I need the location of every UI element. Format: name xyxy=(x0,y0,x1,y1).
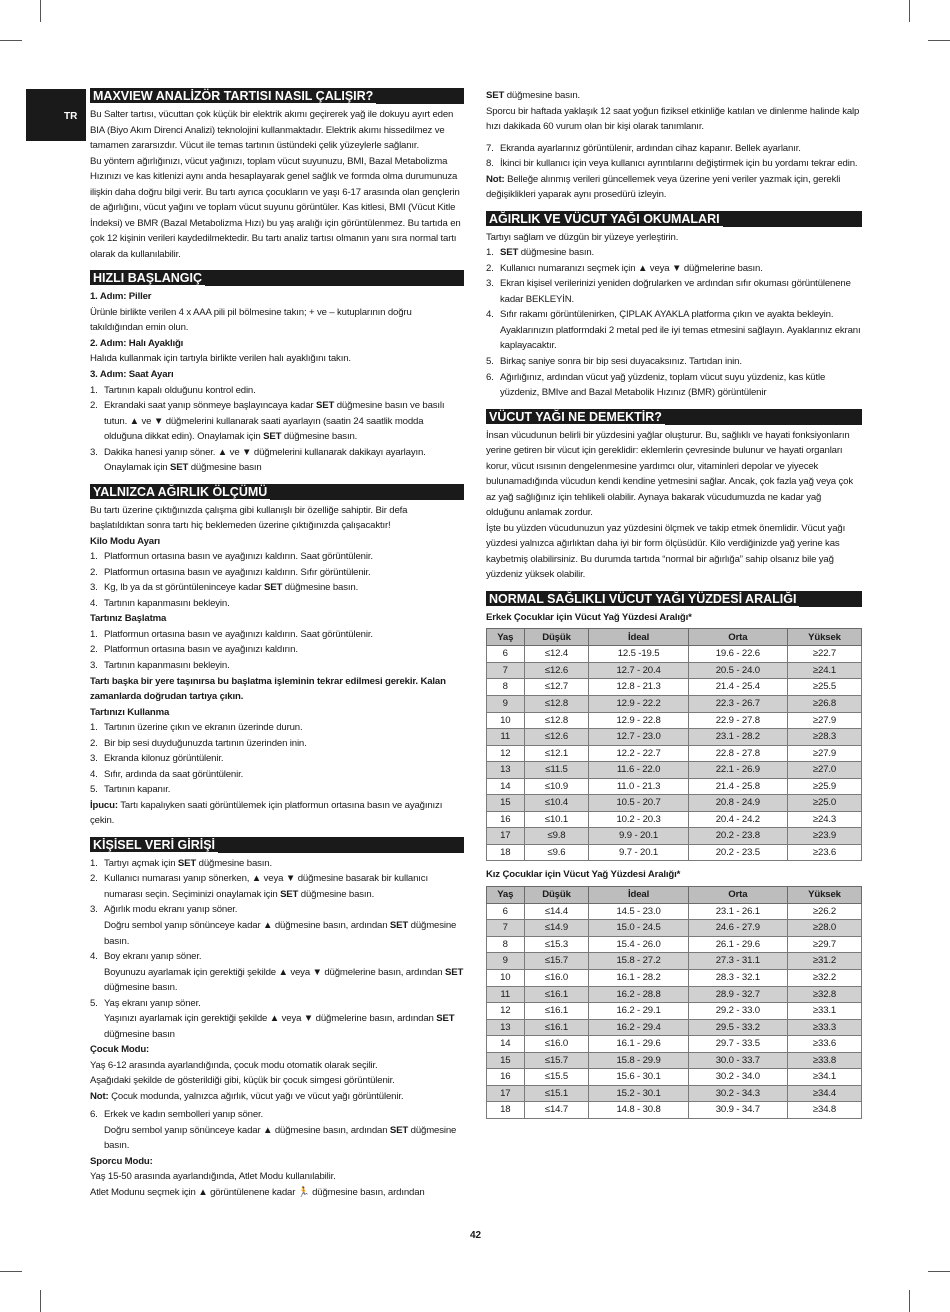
table-cell: ≤14.4 xyxy=(524,903,589,920)
paragraph: Bu tartı üzerine çıktığınızda çalışma gibi kullanışlı bir özelliğe sahiptir. Bir defa başlatıldıktan sonra tartı hiç beklemeden üzerine çıktığınızda çalışacaktır! xyxy=(90,504,408,532)
table-header-cell: Yüksek xyxy=(788,629,862,646)
table-cell: 28.9 - 32.7 xyxy=(688,986,787,1003)
subheading: Sporcu Modu: xyxy=(90,1155,153,1167)
table-cell: 14.8 - 30.8 xyxy=(589,1102,688,1119)
paragraph: Tartıyı sağlam ve düzgün bir yüzeye yerleştirin. xyxy=(486,231,679,243)
table-cell: 20.2 - 23.5 xyxy=(688,844,787,861)
table-cell: 11.6 - 22.0 xyxy=(589,762,688,779)
list-item: 6. Ağırlığınız, ardından vücut yağ yüzdeniz, toplam vücut suyu yüzdeniz, kas kütle yüzdeniz, BMIve and Bazal Metabolik Hızınız (BMR) görüntülenir xyxy=(486,371,826,399)
subheading: 2. Adım: Halı Ayaklığı xyxy=(90,337,184,349)
list-item: 4. Sıfır, ardında da saat görüntülenir. xyxy=(90,768,244,780)
table-cell: ≤14.9 xyxy=(524,920,589,937)
table-row xyxy=(487,662,862,679)
subheading: 1. Adım: Piller xyxy=(90,291,152,303)
table-cell: 13 xyxy=(487,762,525,779)
table-cell: 12.7 - 20.4 xyxy=(589,662,688,679)
table-cell: ≥25.0 xyxy=(788,795,862,812)
table-cell: ≥22.7 xyxy=(788,646,862,663)
table-header-cell: İdeal xyxy=(589,886,688,903)
table-title: Erkek Çocuklar için Vücut Yağ Yüzdesi Aralığı* xyxy=(486,611,692,623)
table-header-cell: İdeal xyxy=(589,629,688,646)
list-item: 1. Platformun ortasına basın ve ayağınızı kaldırın. Saat görüntülenir. xyxy=(90,628,373,640)
list-item: 2. Platformun ortasına basın ve ayağınızı kaldırın. Sıfır görüntülenir. xyxy=(90,566,371,578)
table-cell: 29.5 - 33.2 xyxy=(688,1019,787,1036)
list-item: 4. Sıfır rakamı görüntülenirken, ÇIPLAK AYAKLA platforma çıkın ve ayakta bekleyin. Ayaklarınızın platformdaki 2 metal ped ile iyi temas etmesini sağlayın. Ayaklarınız ekranı kaplayacaktır. xyxy=(486,309,861,352)
paragraph: İşte bu yüzden vücudunuzun yaz yüzdesini ölçmek ve takip etmek önemlidir. Vücut yağı yüzdesi yalnızca ağırlıktan daha iyi bir form ölçüsüdür. Kilo verdiğinizde yağ yerine kas kaybetmiş olabilirsiniz. Bu durumda tartıda “normal bir ağırlığa” sahip olsanız bile yağ yüzdeniz yüksek olabilir. xyxy=(486,522,846,581)
table-header-cell: Düşük xyxy=(524,886,589,903)
list-item: 2. Platformun ortasına basın ve ayağınızı kaldırın. xyxy=(90,644,298,656)
list-item: 2. Kullanıcı numarası yanıp sönerken, ▲ veya ▼ düğmesine basarak bir kullanıcı numarası seçin. Seçiminizi onaylamak için SET düğmesine basın. xyxy=(90,873,428,900)
table-header-cell: Yaş xyxy=(487,629,525,646)
table-cell: 18 xyxy=(487,1102,525,1119)
table-cell: ≥29.7 xyxy=(788,936,862,953)
table-cell: 15 xyxy=(487,795,525,812)
table-cell: 7 xyxy=(487,662,525,679)
table-cell: ≥27.9 xyxy=(788,712,862,729)
paragraph: Bu yöntem ağırlığınızı, vücut yağınızı, toplam vücut suyunuzu, BMI, Bazal Metabolizma Hızınızı ve kas kitlenizi aynı anda hesaplayarak genel sağlık ve formda olma durumunuza ilişkin daha doğru bilgi verir. Bu tartı ayrıca çocukların ve yaşı 6-17 arasında olan gençlerin de ağırlığını, vücut yağını ve toplam vücut suyunu görüntüler. Kas kitlesi, BMI (Vücut Kitle İndeksi) ve BMR (Bazal Metabolizma Hızı) bu yaş aralığı için görüntülenmez. Bu tartıda en çok 12 kişinin verileri kaydedilmektedir. Bu tartı analiz tartısı olmanın yanı sıra normal tartı olarak da kullanılabilir. xyxy=(90,155,461,260)
table-cell: 21.4 - 25.8 xyxy=(688,778,787,795)
table-cell: ≤15.1 xyxy=(524,1085,589,1102)
list-item: 6. Erkek ve kadın sembolleri yanıp söner. Doğru sembol yanıp sönünceye kadar ▲ düğmesine basın, ardından SET düğmesine basın. xyxy=(90,1109,457,1152)
crop-mark xyxy=(40,0,41,22)
table-cell: 15.8 - 29.9 xyxy=(589,1052,688,1069)
table-cell: ≥28.3 xyxy=(788,729,862,746)
table-row xyxy=(487,844,862,861)
table-cell: ≥33.8 xyxy=(788,1052,862,1069)
table-cell: ≤9.8 xyxy=(524,828,589,845)
section-header: KİŞİSEL VERİ GİRİŞİ xyxy=(90,837,464,853)
right-column xyxy=(486,88,862,1119)
table-cell: ≥34.4 xyxy=(788,1085,862,1102)
subheading: Tartınızı Kullanma xyxy=(90,706,170,718)
table-cell: 20.8 - 24.9 xyxy=(688,795,787,812)
table-cell: 11 xyxy=(487,729,525,746)
table-title: Kız Çocuklar için Vücut Yağ Yüzdesi Aralığı* xyxy=(486,869,681,881)
paragraph: Yaş 6-12 arasında ayarlandığında, çocuk modu otomatik olarak seçilir. xyxy=(90,1059,378,1071)
paragraph: SET düğmesine basın. xyxy=(486,90,581,101)
warning-text: Tartı başka bir yere taşınırsa bu başlatma işleminin tekrar edilmesi gerekir. Kalan zamanlarda doğrudan tartıya çıkın. xyxy=(90,675,446,703)
subheading: Kilo Modu Ayarı xyxy=(90,535,161,547)
table-cell: 12 xyxy=(487,1003,525,1020)
table-cell: ≤14.7 xyxy=(524,1102,589,1119)
table-cell: ≤10.1 xyxy=(524,811,589,828)
table-header-cell: Düşük xyxy=(524,629,589,646)
table-cell: 10.5 - 20.7 xyxy=(589,795,688,812)
table-cell: 15.8 - 27.2 xyxy=(589,953,688,970)
page-number: 42 xyxy=(470,1230,482,1241)
table-cell: 12.5 -19.5 xyxy=(589,646,688,663)
table-cell: 23.1 - 28.2 xyxy=(688,729,787,746)
list-item: 2. Ekrandaki saat yanıp sönmeye başlayıncaya kadar SET düğmesine basın ve basılı tutun. ▲ ve ▼ düğmelerini kullanarak saati ayarlayın (saatin 24 saatlik modda olduğuna dikkat edin). Onaylamak için SET düğmesine basın. xyxy=(90,400,445,443)
subheading: Tartınız Başlatma xyxy=(90,613,167,625)
left-column xyxy=(90,88,464,1201)
table-cell: 29.7 - 33.5 xyxy=(688,1036,787,1053)
table-cell: 29.2 - 33.0 xyxy=(688,1003,787,1020)
table-row xyxy=(487,729,862,746)
paragraph: Aşağıdaki şekilde de gösterildiği gibi, küçük bir çocuk simgesi görüntülenir. xyxy=(90,1075,395,1087)
table-row xyxy=(487,1003,862,1020)
table-cell: ≥26.2 xyxy=(788,903,862,920)
table-cell: 16 xyxy=(487,1069,525,1086)
girls-body-fat-table xyxy=(486,886,862,1119)
table-cell: 10 xyxy=(487,712,525,729)
table-cell: 30.2 - 34.0 xyxy=(688,1069,787,1086)
table-cell: 16.2 - 29.1 xyxy=(589,1003,688,1020)
table-cell: 15 xyxy=(487,1052,525,1069)
table-cell: 27.3 - 31.1 xyxy=(688,953,787,970)
table-cell: 14 xyxy=(487,778,525,795)
table-cell: ≥26.8 xyxy=(788,696,862,713)
table-cell: ≤16.0 xyxy=(524,1036,589,1053)
table-cell: 9 xyxy=(487,696,525,713)
table-cell: 18 xyxy=(487,844,525,861)
list-item: 4. Tartının kapanmasını bekleyin. xyxy=(90,597,230,609)
table-cell: 15.2 - 30.1 xyxy=(589,1085,688,1102)
table-cell: 15.4 - 26.0 xyxy=(589,936,688,953)
table-row xyxy=(487,1085,862,1102)
list-item: 8. İkinci bir kullanıcı için veya kullanıcı ayrıntılarını değiştirmek için bu yordamı tekrar edin. xyxy=(486,158,858,170)
table-cell: 12.9 - 22.2 xyxy=(589,696,688,713)
table-cell: ≥25.9 xyxy=(788,778,862,795)
table-cell: ≤12.7 xyxy=(524,679,589,696)
section-header: AĞIRLIK VE VÜCUT YAĞI OKUMALARI xyxy=(486,211,862,227)
table-row xyxy=(487,646,862,663)
list-item: 3. Tartının kapanmasını bekleyin. xyxy=(90,660,230,671)
table-cell: 12 xyxy=(487,745,525,762)
table-cell: ≥34.1 xyxy=(788,1069,862,1086)
table-cell: 17 xyxy=(487,1085,525,1102)
table-cell: 11 xyxy=(487,986,525,1003)
table-cell: ≤12.4 xyxy=(524,646,589,663)
list-item: 1. Tartıyı açmak için SET düğmesine basın. xyxy=(90,857,272,869)
table-cell: 6 xyxy=(487,646,525,663)
table-row xyxy=(487,795,862,812)
table-row xyxy=(487,696,862,713)
subheading: 3. Adım: Saat Ayarı xyxy=(90,368,174,380)
table-row xyxy=(487,745,862,762)
table-cell: 10 xyxy=(487,969,525,986)
table-cell: ≤15.5 xyxy=(524,1069,589,1086)
table-cell: ≥23.6 xyxy=(788,844,862,861)
table-cell: 16.2 - 28.8 xyxy=(589,986,688,1003)
list-item: 5. Tartının kapanır. xyxy=(90,784,171,796)
note-text: Not: Çocuk modunda, yalnızca ağırlık, vücut yağı ve vücut yağı görüntülenir. xyxy=(90,1090,404,1102)
crop-mark xyxy=(40,1290,41,1312)
section-header: VÜCUT YAĞI NE DEMEKTİR? xyxy=(486,409,862,425)
table-cell: 8 xyxy=(487,936,525,953)
table-cell: ≥34.8 xyxy=(788,1102,862,1119)
table-cell: 19.6 - 22.6 xyxy=(688,646,787,663)
table-cell: 13 xyxy=(487,1019,525,1036)
section-header: HIZLI BAŞLANGIÇ xyxy=(90,270,464,286)
list-item: 1. SET düğmesine basın. xyxy=(486,247,595,259)
paragraph: Atlet Modunu seçmek için ▲ görüntülenene kadar 🏃 düğmesine basın, ardından xyxy=(90,1187,425,1198)
table-row xyxy=(487,903,862,920)
list-item: 5. Yaş ekranı yanıp söner. Yaşınızı ayarlamak için gerektiği şekilde ▲ veya ▼ düğmelerine basın, ardından SET düğmesine basın xyxy=(90,997,455,1040)
crop-mark xyxy=(0,40,22,41)
table-row xyxy=(487,1019,862,1036)
table-cell: 30.9 - 34.7 xyxy=(688,1102,787,1119)
table-cell: ≤16.1 xyxy=(524,986,589,1003)
table-row xyxy=(487,1102,862,1119)
table-header-cell: Orta xyxy=(688,886,787,903)
crop-mark xyxy=(928,40,950,41)
table-cell: ≥23.9 xyxy=(788,828,862,845)
table-cell: ≥25.5 xyxy=(788,679,862,696)
table-cell: 9 xyxy=(487,953,525,970)
table-header-cell: Orta xyxy=(688,629,787,646)
table-cell: 23.1 - 26.1 xyxy=(688,903,787,920)
list-item: 3. Ekran kişisel verilerinizi yeniden doğrularken ve ardından sıfır okuması görüntülenene kadar BEKLEYİN. xyxy=(486,278,851,305)
list-item: 2. Bir bip sesi duyduğunuzda tartının üzerinden inin. xyxy=(90,737,307,749)
section-header: NORMAL SAĞLIKLI VÜCUT YAĞI YÜZDESİ ARALIĞI xyxy=(486,591,862,607)
list-item: 3. Ekranda kilonuz görüntülenir. xyxy=(90,753,224,765)
table-cell: 6 xyxy=(487,903,525,920)
section-header: MAXVIEW ANALİZÖR TARTISI NASIL ÇALIŞIR? xyxy=(90,88,464,104)
section-header: YALNIZCA AĞIRLIK ÖLÇÜMÜ xyxy=(90,484,464,500)
table-cell: ≤11.5 xyxy=(524,762,589,779)
table-cell: ≤16.1 xyxy=(524,1003,589,1020)
table-cell: 16.1 - 28.2 xyxy=(589,969,688,986)
crop-mark xyxy=(909,1290,910,1312)
table-cell: 12.2 - 22.7 xyxy=(589,745,688,762)
table-cell: ≤12.6 xyxy=(524,662,589,679)
tip-text: İpucu: Tartı kapalıyken saati görüntülemek için platformun ortasına basın ve ayağınızı çekin. xyxy=(90,799,443,827)
table-row xyxy=(487,986,862,1003)
table-cell: ≤10.4 xyxy=(524,795,589,812)
table-cell: 9.7 - 20.1 xyxy=(589,844,688,861)
table-row xyxy=(487,828,862,845)
table-cell: 15.0 - 24.5 xyxy=(589,920,688,937)
table-row xyxy=(487,1036,862,1053)
table-cell: 22.1 - 26.9 xyxy=(688,762,787,779)
table-cell: 30.0 - 33.7 xyxy=(688,1052,787,1069)
language-tab: TR xyxy=(26,89,86,141)
table-cell: ≤12.8 xyxy=(524,712,589,729)
table-cell: ≤12.6 xyxy=(524,729,589,746)
table-cell: 7 xyxy=(487,920,525,937)
table-cell: ≥24.3 xyxy=(788,811,862,828)
list-item: 4. Boy ekranı yanıp söner. Boyunuzu ayarlamak için gerektiği şekilde ▲ veya ▼ düğmelerine basın, ardından SET düğmesine basın. xyxy=(90,951,464,994)
table-cell: ≥28.0 xyxy=(788,920,862,937)
table-cell: 12.7 - 23.0 xyxy=(589,729,688,746)
paragraph: Sporcu bir haftada yaklaşık 12 saat yoğun fiziksel etkinliğe katılan ve dinlenme halinde kalp hızı dakikada 60 vurum olan bir kişi olarak tanımlanır. xyxy=(486,105,860,133)
crop-mark xyxy=(909,0,910,22)
table-header-cell: Yaş xyxy=(487,886,525,903)
table-cell: ≥33.6 xyxy=(788,1036,862,1053)
table-header-cell: Yüksek xyxy=(788,886,862,903)
table-cell: ≤12.1 xyxy=(524,745,589,762)
table-cell: ≤16.1 xyxy=(524,1019,589,1036)
note-text: Not: Belleğe alınmış verileri güncellemek veya üzerine yeni veriler yazmak için, gerekli değişiklikleri yaparak aynı prosedürü izleyin. xyxy=(486,173,841,201)
table-row xyxy=(487,936,862,953)
table-cell: ≥31.2 xyxy=(788,953,862,970)
list-item: 3. Kg, lb ya da st görüntüleninceye kadar SET düğmesine basın. xyxy=(90,582,359,594)
table-cell: ≤15.3 xyxy=(524,936,589,953)
paragraph: Bu Salter tartısı, vücuttan çok küçük bir elektrik akımı geçirerek yağ ile dokuyu ayırt eden BIA (Biyo Akım Direnci Analizi) teknolojini kullanmaktadır. Elektrik akımı hissedilmez ve tamamen zararsızdır. Vücut ile temas tartının üstündeki çelik yüzeylerle sağlanır. xyxy=(90,109,454,152)
table-row xyxy=(487,969,862,986)
table-cell: ≥32.8 xyxy=(788,986,862,1003)
list-item: 1. Tartının üzerine çıkın ve ekranın üzerinde durun. xyxy=(90,722,303,734)
list-item: 7. Ekranda ayarlarınız görüntülenir, ardından cihaz kapanır. Bellek ayarlanır. xyxy=(486,142,801,154)
table-cell: ≤12.8 xyxy=(524,696,589,713)
list-item: 1. Tartının kapalı olduğunu kontrol edin. xyxy=(90,384,256,396)
table-cell: ≤15.7 xyxy=(524,953,589,970)
paragraph: Halıda kullanmak için tartıyla birlikte verilen halı ayaklığını takın. xyxy=(90,353,351,365)
table-cell: 26.1 - 29.6 xyxy=(688,936,787,953)
list-item: 2. Kullanıcı numaranızı seçmek için ▲ veya ▼ düğmelerine basın. xyxy=(486,262,763,274)
boys-body-fat-table xyxy=(486,628,862,861)
table-cell: 20.4 - 24.2 xyxy=(688,811,787,828)
table-cell: 10.2 - 20.3 xyxy=(589,811,688,828)
list-item: 3. Dakika hanesi yanıp söner. ▲ ve ▼ düğmelerini kullanarak dakikayı ayarlayın. Onaylamak için SET düğmesine basın xyxy=(90,446,426,474)
table-cell: 22.8 - 27.8 xyxy=(688,745,787,762)
table-cell: 8 xyxy=(487,679,525,696)
table-row xyxy=(487,712,862,729)
table-cell: 28.3 - 32.1 xyxy=(688,969,787,986)
table-row xyxy=(487,1069,862,1086)
table-cell: 11.0 - 21.3 xyxy=(589,778,688,795)
list-item: 1. Platformun ortasına basın ve ayağınızı kaldırın. Saat görüntülenir. xyxy=(90,551,373,563)
paragraph: Ürünle birlikte verilen 4 x AAA pili pil bölmesine takın; + ve – kutuplarının doğru takıldığından emin olun. xyxy=(90,306,412,334)
table-cell: 14 xyxy=(487,1036,525,1053)
table-cell: ≥27.0 xyxy=(788,762,862,779)
paragraph: İnsan vücudunun belirli bir yüzdesini yağlar oluşturur. Bu, sağlıklı ve hayati fonksiyonların yerine getiren bir vücut için gereklidir: eklemlerin çevresinde bulunur ve hayati organları korur, vücut ısısının dengelenmesine yardımcı olur, vitaminleri depolar ve yiyecek bulunamadığında vücudun kendi kendine yetmesini sağlar. Ancak, çok fazla yağ veya çok az yağ sağlığınız için tehlikeli olabilir. Aynaya bakarak vücudumuzda ne kadar yağ olduğunu anlamak zordur. xyxy=(486,429,853,519)
table-row xyxy=(487,953,862,970)
table-cell: 9.9 - 20.1 xyxy=(589,828,688,845)
table-cell: 16 xyxy=(487,811,525,828)
table-cell: ≤9.6 xyxy=(524,844,589,861)
table-cell: ≥33.3 xyxy=(788,1019,862,1036)
table-row xyxy=(487,778,862,795)
paragraph: Yaş 15-50 arasında ayarlandığında, Atlet Modu kullanılabilir. xyxy=(90,1171,336,1183)
table-cell: 14.5 - 23.0 xyxy=(589,903,688,920)
table-cell: ≤16.0 xyxy=(524,969,589,986)
table-cell: 22.3 - 26.7 xyxy=(688,696,787,713)
table-cell: 16.2 - 29.4 xyxy=(589,1019,688,1036)
table-cell: 30.2 - 34.3 xyxy=(688,1085,787,1102)
crop-mark xyxy=(0,1271,22,1272)
table-cell: 16.1 - 29.6 xyxy=(589,1036,688,1053)
table-cell: ≤10.9 xyxy=(524,778,589,795)
table-row xyxy=(487,811,862,828)
table-cell: ≥33.1 xyxy=(788,1003,862,1020)
table-row xyxy=(487,1052,862,1069)
table-row xyxy=(487,679,862,696)
subheading: Çocuk Modu: xyxy=(90,1044,150,1056)
table-cell: 12.9 - 22.8 xyxy=(589,712,688,729)
table-cell: ≤15.7 xyxy=(524,1052,589,1069)
table-cell: 20.5 - 24.0 xyxy=(688,662,787,679)
table-cell: 12.8 - 21.3 xyxy=(589,679,688,696)
table-cell: ≥24.1 xyxy=(788,662,862,679)
table-cell: 15.6 - 30.1 xyxy=(589,1069,688,1086)
table-row xyxy=(487,762,862,779)
table-cell: 20.2 - 23.8 xyxy=(688,828,787,845)
table-cell: ≥32.2 xyxy=(788,969,862,986)
crop-mark xyxy=(928,1271,950,1272)
list-item: 5. Birkaç saniye sonra bir bip sesi duyacaksınız. Tartıdan inin. xyxy=(486,355,742,367)
table-cell: 21.4 - 25.4 xyxy=(688,679,787,696)
table-row xyxy=(487,920,862,937)
table-cell: 22.9 - 27.8 xyxy=(688,712,787,729)
list-item: 3. Ağırlık modu ekranı yanıp söner. Doğru sembol yanıp sönünceye kadar ▲ düğmesine basın, ardından SET düğmesine basın. xyxy=(90,904,457,947)
table-cell: ≥27.9 xyxy=(788,745,862,762)
table-cell: 24.6 - 27.9 xyxy=(688,920,787,937)
table-cell: 17 xyxy=(487,828,525,845)
